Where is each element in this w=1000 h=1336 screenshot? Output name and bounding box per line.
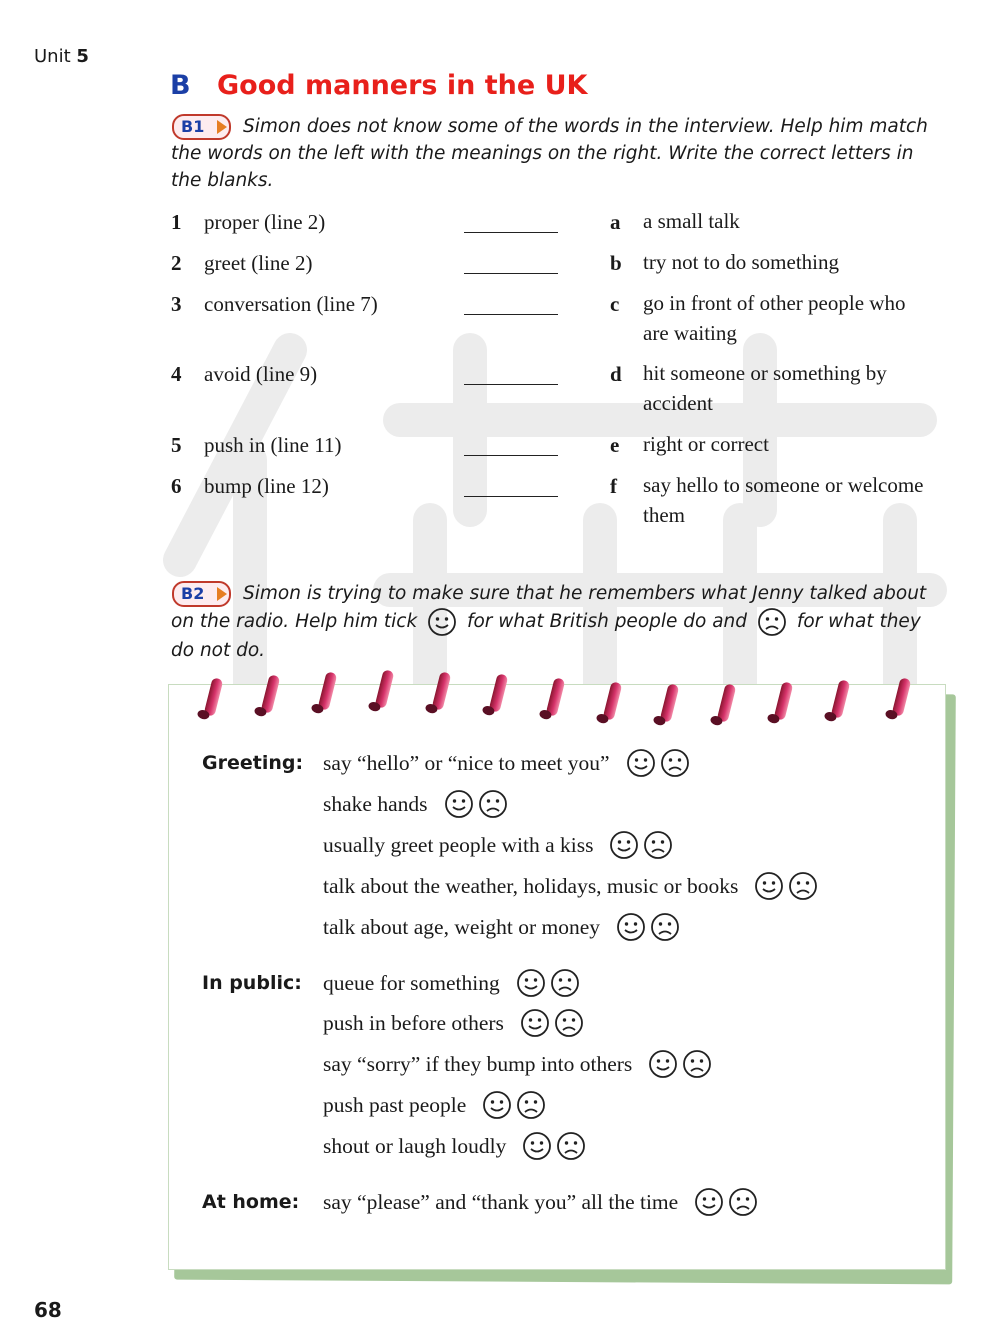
smiley-face-icon[interactable]: [444, 789, 474, 819]
word-number: 2: [171, 251, 182, 275]
word-item: bump (line 12): [204, 474, 329, 498]
answer-blank-1[interactable]: [464, 232, 558, 233]
section-letter: B: [170, 70, 191, 101]
meaning-item: go in front of other people who are waiting: [643, 291, 906, 345]
meaning-letter: c: [610, 292, 620, 316]
statement-row: [323, 1049, 712, 1079]
meaning-letter: e: [610, 433, 620, 457]
smiley-face-icon[interactable]: [616, 912, 646, 942]
statement-text: say “please” and “thank you” all the time: [323, 1189, 679, 1214]
smiley-face-icon: [427, 607, 457, 637]
statement-row: [323, 1008, 584, 1038]
category-greeting: Greeting:: [202, 752, 304, 774]
statement-text: say “sorry” if they bump into others: [323, 1051, 633, 1076]
answer-blank-2[interactable]: [464, 273, 558, 274]
word-number: 3: [171, 292, 182, 316]
word-item: conversation (line 7): [204, 292, 378, 316]
statement-text: shout or laugh loudly: [323, 1133, 507, 1158]
sad-face-icon[interactable]: [728, 1187, 758, 1217]
sad-face-icon[interactable]: [660, 748, 690, 778]
sad-face-icon[interactable]: [650, 912, 680, 942]
word-item: push in (line 11): [204, 433, 342, 457]
meaning-item: hit someone or something by accident: [643, 361, 887, 415]
sad-face-icon[interactable]: [550, 968, 580, 998]
statement-row: [323, 912, 680, 942]
statement-text: push past people: [323, 1092, 467, 1117]
smiley-face-icon[interactable]: [626, 748, 656, 778]
word-item: avoid (line 9): [204, 362, 318, 386]
meaning-letter: d: [610, 362, 622, 386]
statement-row: [323, 830, 673, 860]
meaning-item: a small talk: [643, 209, 740, 233]
smiley-face-icon[interactable]: [482, 1090, 512, 1120]
smiley-face-icon[interactable]: [516, 968, 546, 998]
statement-text: queue for something: [323, 970, 500, 995]
meaning-item: say hello to someone or welcome them: [643, 473, 924, 527]
b1-instruction: Simon does not know some of the words in the interview. Help him match the words on the left with the meanings on the right. Write the correct letters in the blanks.: [171, 116, 928, 191]
word-number: 6: [171, 474, 182, 498]
meaning-letter: a: [610, 210, 621, 234]
answer-blank-3[interactable]: [464, 314, 558, 315]
smiley-face-icon[interactable]: [694, 1187, 724, 1217]
smiley-face-icon[interactable]: [520, 1008, 550, 1038]
word-item: proper (line 2): [204, 210, 326, 234]
category-at-home: At home:: [202, 1191, 300, 1213]
word-number: 4: [171, 362, 182, 386]
answer-blank-5[interactable]: [464, 455, 558, 456]
statement-row: [323, 1187, 758, 1217]
unit-label: Unit 5: [34, 46, 89, 67]
smiley-face-icon[interactable]: [648, 1049, 678, 1079]
statement-row: [323, 1131, 586, 1161]
b2-instruction: Simon is trying to make sure that he remembers what Jenny talked about on the radio. Help him tick for what British people do and for what they do not do.: [171, 583, 927, 661]
statement-row: [323, 968, 580, 998]
statement-row: [323, 748, 690, 778]
statement-text: say “hello” or “nice to meet you”: [323, 750, 610, 775]
word-number: 5: [171, 433, 182, 457]
word-number: 1: [171, 210, 182, 234]
statement-text: talk about age, weight or money: [323, 914, 601, 939]
meaning-item: try not to do something: [643, 250, 839, 274]
statement-row: [323, 1090, 546, 1120]
category-in-public: In public:: [202, 972, 302, 994]
sad-face-icon[interactable]: [554, 1008, 584, 1038]
statement-row: [323, 789, 508, 819]
meaning-letter: f: [610, 474, 617, 498]
sad-face-icon[interactable]: [643, 830, 673, 860]
meaning-item: right or correct: [643, 432, 769, 456]
statement-text: push in before others: [323, 1010, 504, 1035]
statement-text: shake hands: [323, 791, 428, 816]
sad-face-icon[interactable]: [478, 789, 508, 819]
sad-face-icon[interactable]: [556, 1131, 586, 1161]
statement-text: usually greet people with a kiss: [323, 832, 594, 857]
sad-face-icon[interactable]: [682, 1049, 712, 1079]
meaning-letter: b: [610, 251, 622, 275]
answer-blank-4[interactable]: [464, 384, 558, 385]
unit-number: 5: [76, 46, 89, 67]
sad-face-icon[interactable]: [516, 1090, 546, 1120]
smiley-face-icon[interactable]: [522, 1131, 552, 1161]
smiley-face-icon[interactable]: [609, 830, 639, 860]
statement-row: [323, 871, 818, 901]
sad-face-icon[interactable]: [788, 871, 818, 901]
answer-blank-6[interactable]: [464, 496, 558, 497]
page-number: 68: [34, 1298, 62, 1322]
statement-text: talk about the weather, holidays, music or books: [323, 873, 739, 898]
smiley-face-icon[interactable]: [754, 871, 784, 901]
word-item: greet (line 2): [204, 251, 313, 275]
section-title: Good manners in the UK: [217, 70, 588, 101]
b1-badge-label: B1: [181, 117, 205, 136]
sad-face-icon: [757, 607, 787, 637]
b2-badge-label: B2: [181, 584, 205, 603]
